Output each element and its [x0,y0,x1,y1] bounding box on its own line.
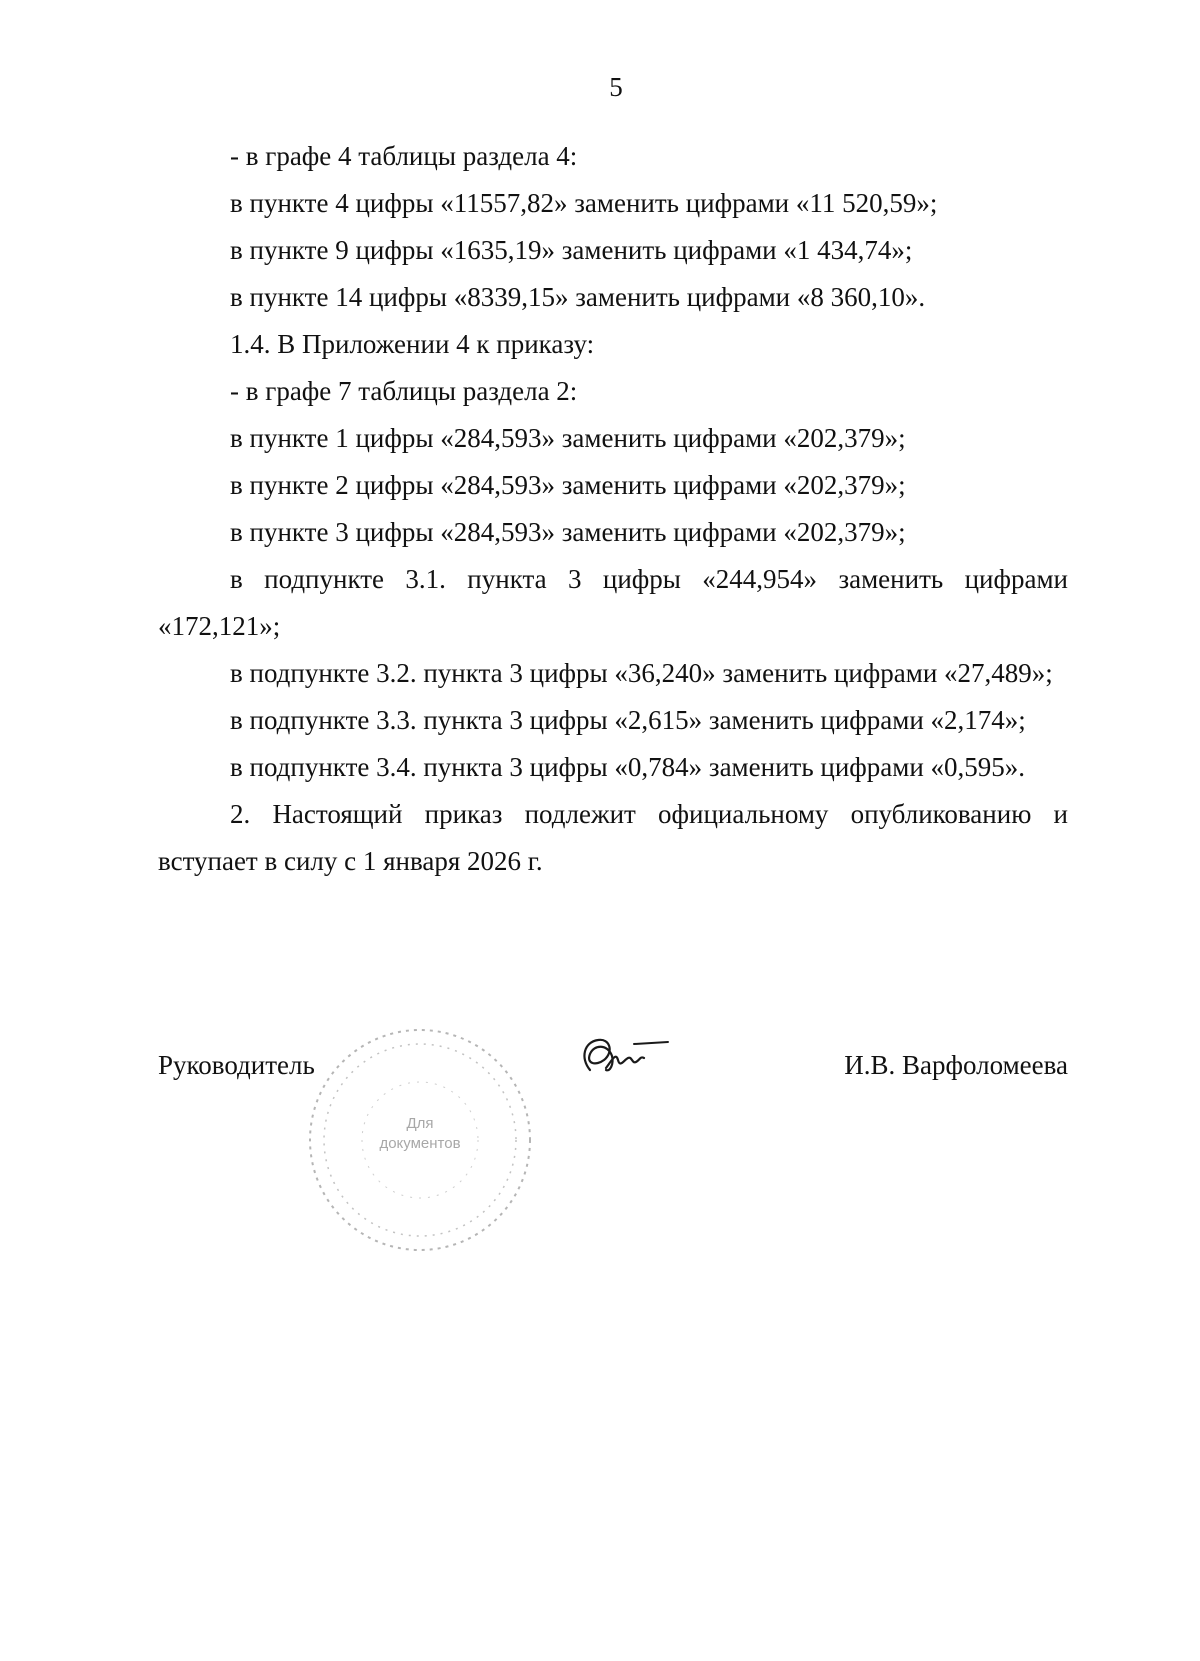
svg-text:Для: Для [406,1115,434,1132]
paragraph: в пункте 4 цифры «11557,82» заменить цифрами «11 520,59»; [230,188,938,218]
handwritten-signature-icon [576,1030,676,1090]
paragraph: - в графе 4 таблицы раздела 4: [230,141,578,171]
paragraph: в пункте 3 цифры «284,593» заменить цифрами «202,379»; [230,517,906,547]
paragraph: в подпункте 3.4. пункта 3 цифры «0,784» заменить цифрами «0,595». [230,752,1026,782]
page-number: 5 [609,72,623,102]
paragraph: в пункте 1 цифры «284,593» заменить цифрами «202,379»; [230,423,906,453]
paragraph: 2. Настоящий приказ подлежит официальному опубликованию и вступает в силу с 1 января 2026 г. [158,799,1068,876]
document-body [158,133,1068,885]
signatory-role: Руководитель [158,1050,315,1080]
signatory-name: И.В. Варфоломеева [844,1050,1068,1080]
paragraph: в подпункте 3.2. пункта 3 цифры «36,240» заменить цифрами «27,489»; [230,658,1053,688]
paragraph: в пункте 14 цифры «8339,15» заменить цифрами «8 360,10». [230,282,926,312]
paragraph: 1.4. В Приложении 4 к приказу: [230,329,595,359]
svg-text:документов: документов [379,1135,461,1152]
seal-stamp-icon [300,1020,540,1260]
paragraph: в подпункте 3.3. пункта 3 цифры «2,615» заменить цифрами «2,174»; [230,705,1026,735]
paragraph: в подпункте 3.1. пункта 3 цифры «244,954» заменить цифрами «172,121»; [158,564,1068,641]
paragraph: в пункте 2 цифры «284,593» заменить цифрами «202,379»; [230,470,906,500]
paragraph: в пункте 9 цифры «1635,19» заменить цифрами «1 434,74»; [230,235,913,265]
paragraph: - в графе 7 таблицы раздела 2: [230,376,578,406]
